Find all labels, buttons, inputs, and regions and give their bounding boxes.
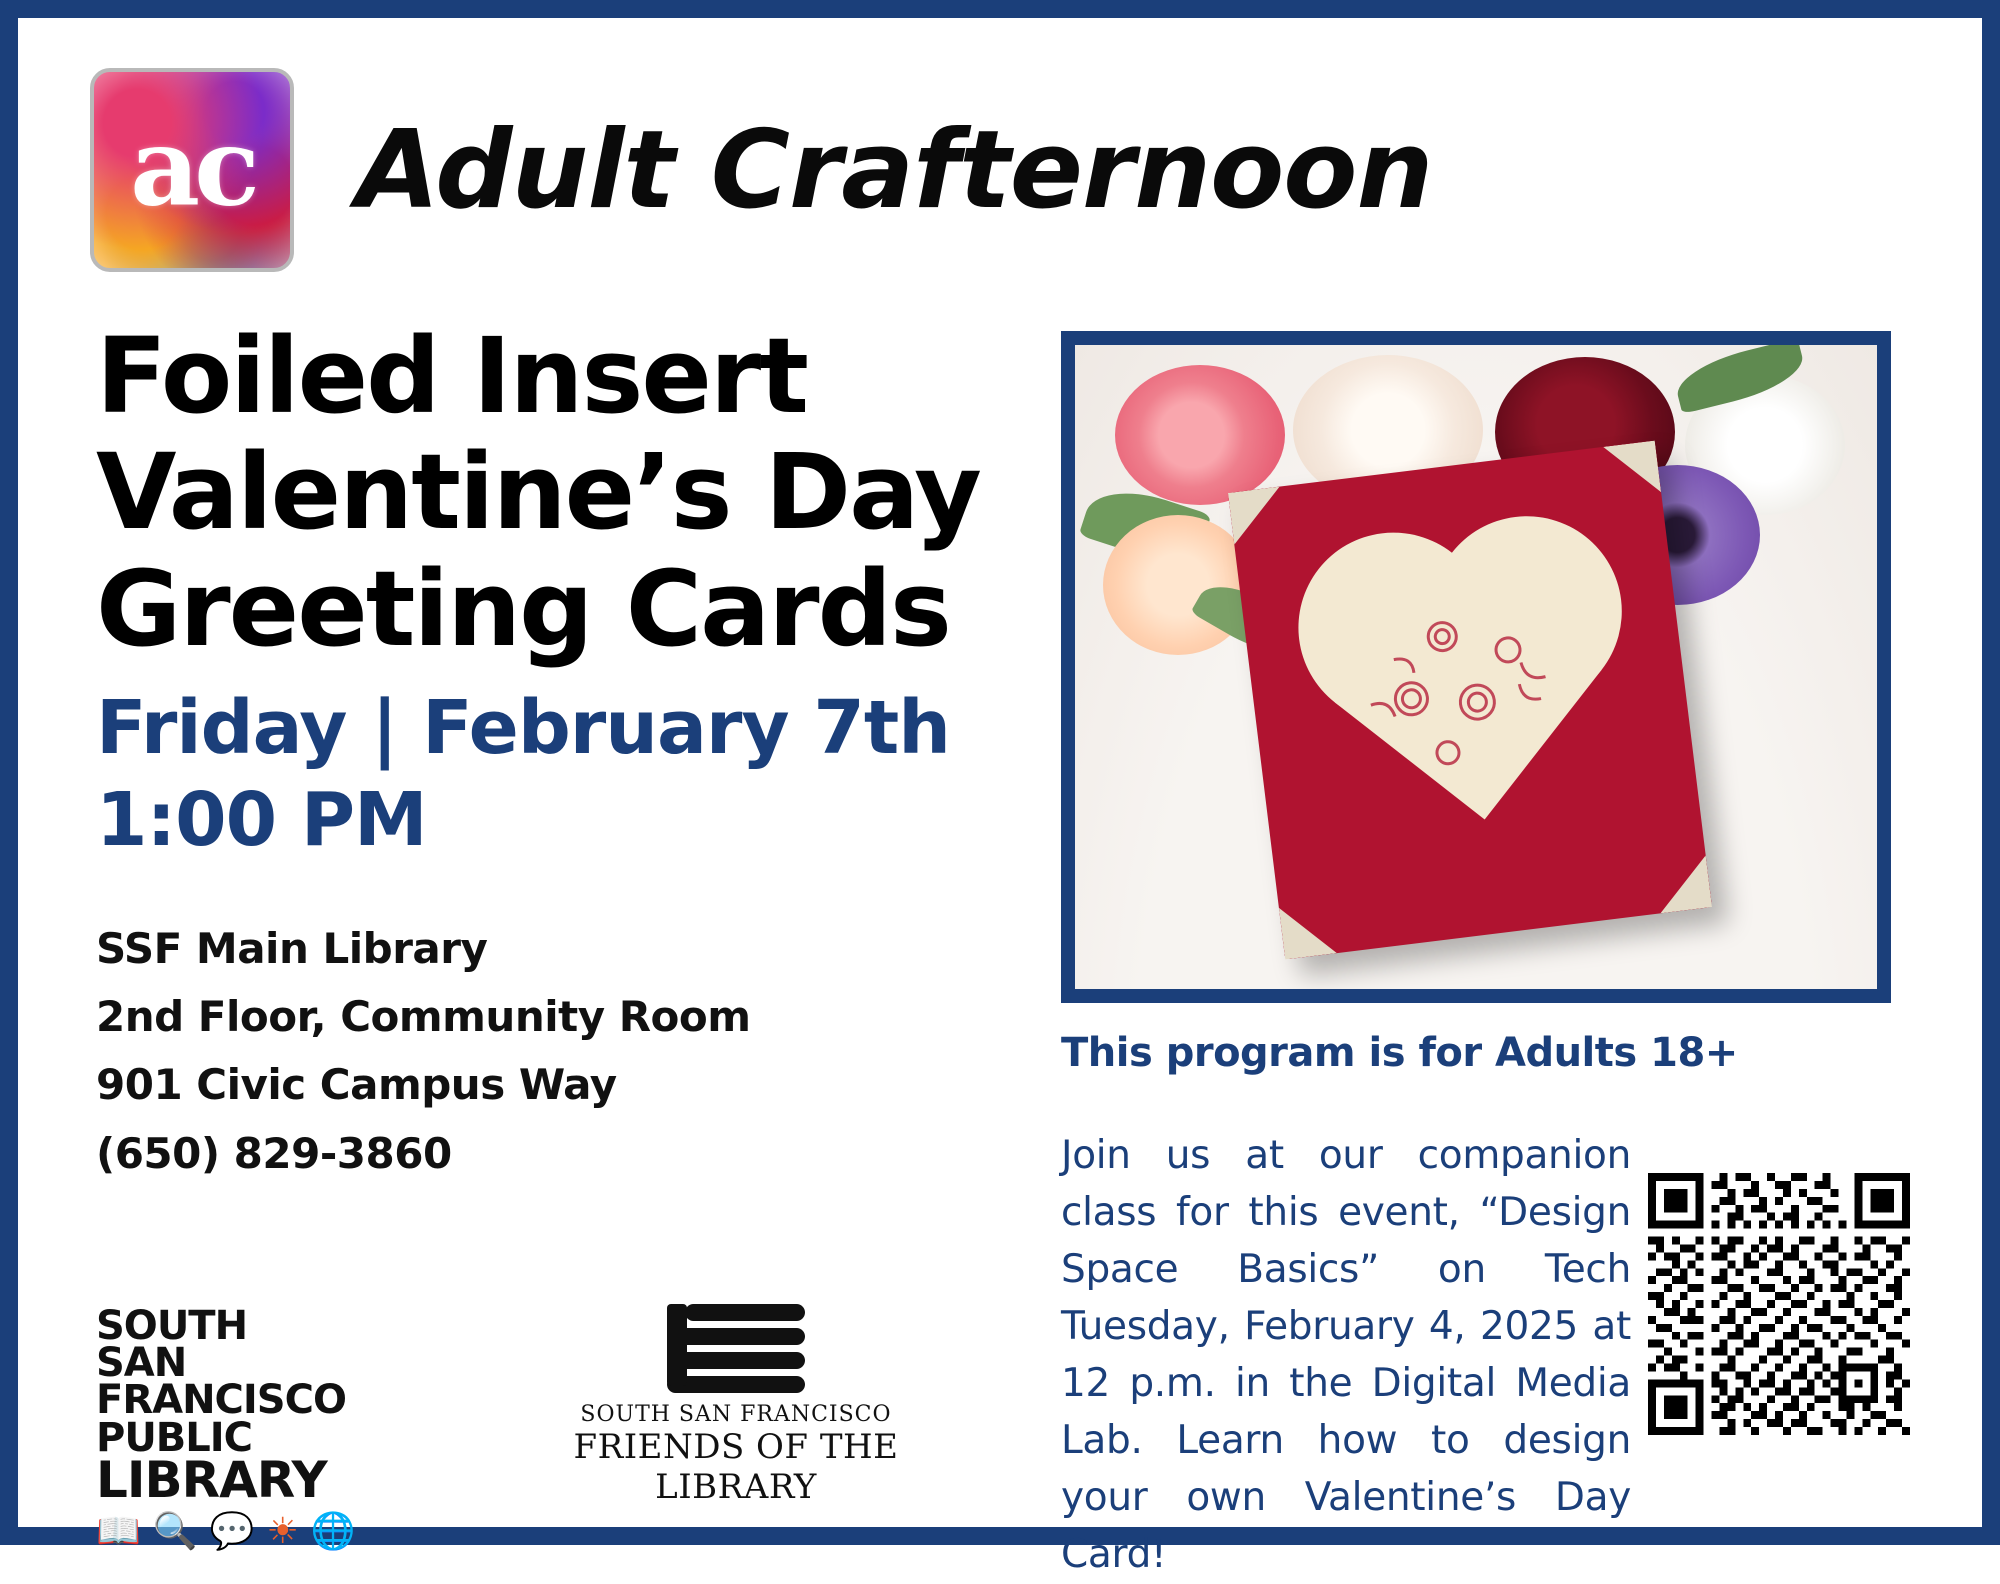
library-logo-line-3: FRANCISCO bbox=[96, 1377, 346, 1424]
chat-icon: 💬 bbox=[209, 1510, 255, 1552]
flower-pink-rose bbox=[1115, 365, 1285, 505]
adult-crafternoon-logo bbox=[90, 68, 294, 272]
event-title-line-2: Valentine’s Day bbox=[96, 431, 980, 554]
event-details bbox=[96, 315, 1036, 1188]
library-logo-icons bbox=[96, 1510, 356, 1552]
companion-class-description: Join us at our companion class for this event, “Design Space Basics” on Tech Tuesday, February 4, 2025 at 12 p.m. in the Digital Media Lab. Learn how to design your own Valentine’s Day Card! bbox=[1061, 1133, 1631, 1577]
event-time: 1:00 PM bbox=[96, 777, 427, 864]
program-series-title: Adult Crafternoon bbox=[356, 107, 1433, 233]
search-icon: 🔍 bbox=[152, 1510, 198, 1552]
globe-icon: 🌐 bbox=[310, 1510, 356, 1552]
event-title bbox=[96, 315, 1036, 670]
event-title-line-1: Foiled Insert bbox=[96, 315, 807, 437]
venue-address: 901 Civic Campus Way bbox=[96, 1060, 617, 1110]
library-logo-line-5: LIBRARY bbox=[96, 1450, 327, 1509]
venue-phone: (650) 829-3860 bbox=[96, 1128, 452, 1178]
event-title-line-3: Greeting Cards bbox=[96, 547, 950, 670]
greeting-card-photo bbox=[1228, 441, 1712, 960]
friends-logo-title: FRIENDS OF THE LIBRARY bbox=[573, 1427, 899, 1507]
photo-background bbox=[1075, 345, 1877, 989]
qr-code-image bbox=[1648, 1173, 1910, 1435]
age-restriction-note: This program is for Adults 18+ bbox=[1061, 1030, 1738, 1076]
friends-of-the-library-logo bbox=[556, 1300, 916, 1507]
library-logo-line-2: SAN bbox=[96, 1340, 187, 1387]
venue-name: SSF Main Library bbox=[96, 924, 488, 974]
adult-crafternoon-logo-text: ac bbox=[130, 104, 254, 231]
ssf-public-library-logo bbox=[96, 1303, 356, 1552]
event-photo bbox=[1061, 331, 1891, 1003]
event-date: Friday | February 7th bbox=[96, 685, 950, 772]
share-icon: ☀ bbox=[266, 1510, 299, 1552]
book-icon: 📖 bbox=[96, 1510, 141, 1552]
venue-room: 2nd Floor, Community Room bbox=[96, 992, 751, 1042]
floral-heart-cutout bbox=[1335, 553, 1602, 820]
qr-code[interactable] bbox=[1648, 1173, 1910, 1435]
library-logo-line-4: PUBLIC bbox=[96, 1414, 253, 1461]
flyer-header bbox=[90, 68, 1432, 272]
friends-logo-subtitle: SOUTH SAN FRANCISCO bbox=[580, 1402, 892, 1427]
friends-logo-mark-icon bbox=[661, 1300, 811, 1396]
logos-row bbox=[96, 1303, 996, 1552]
library-logo-line-1: SOUTH bbox=[96, 1303, 248, 1349]
